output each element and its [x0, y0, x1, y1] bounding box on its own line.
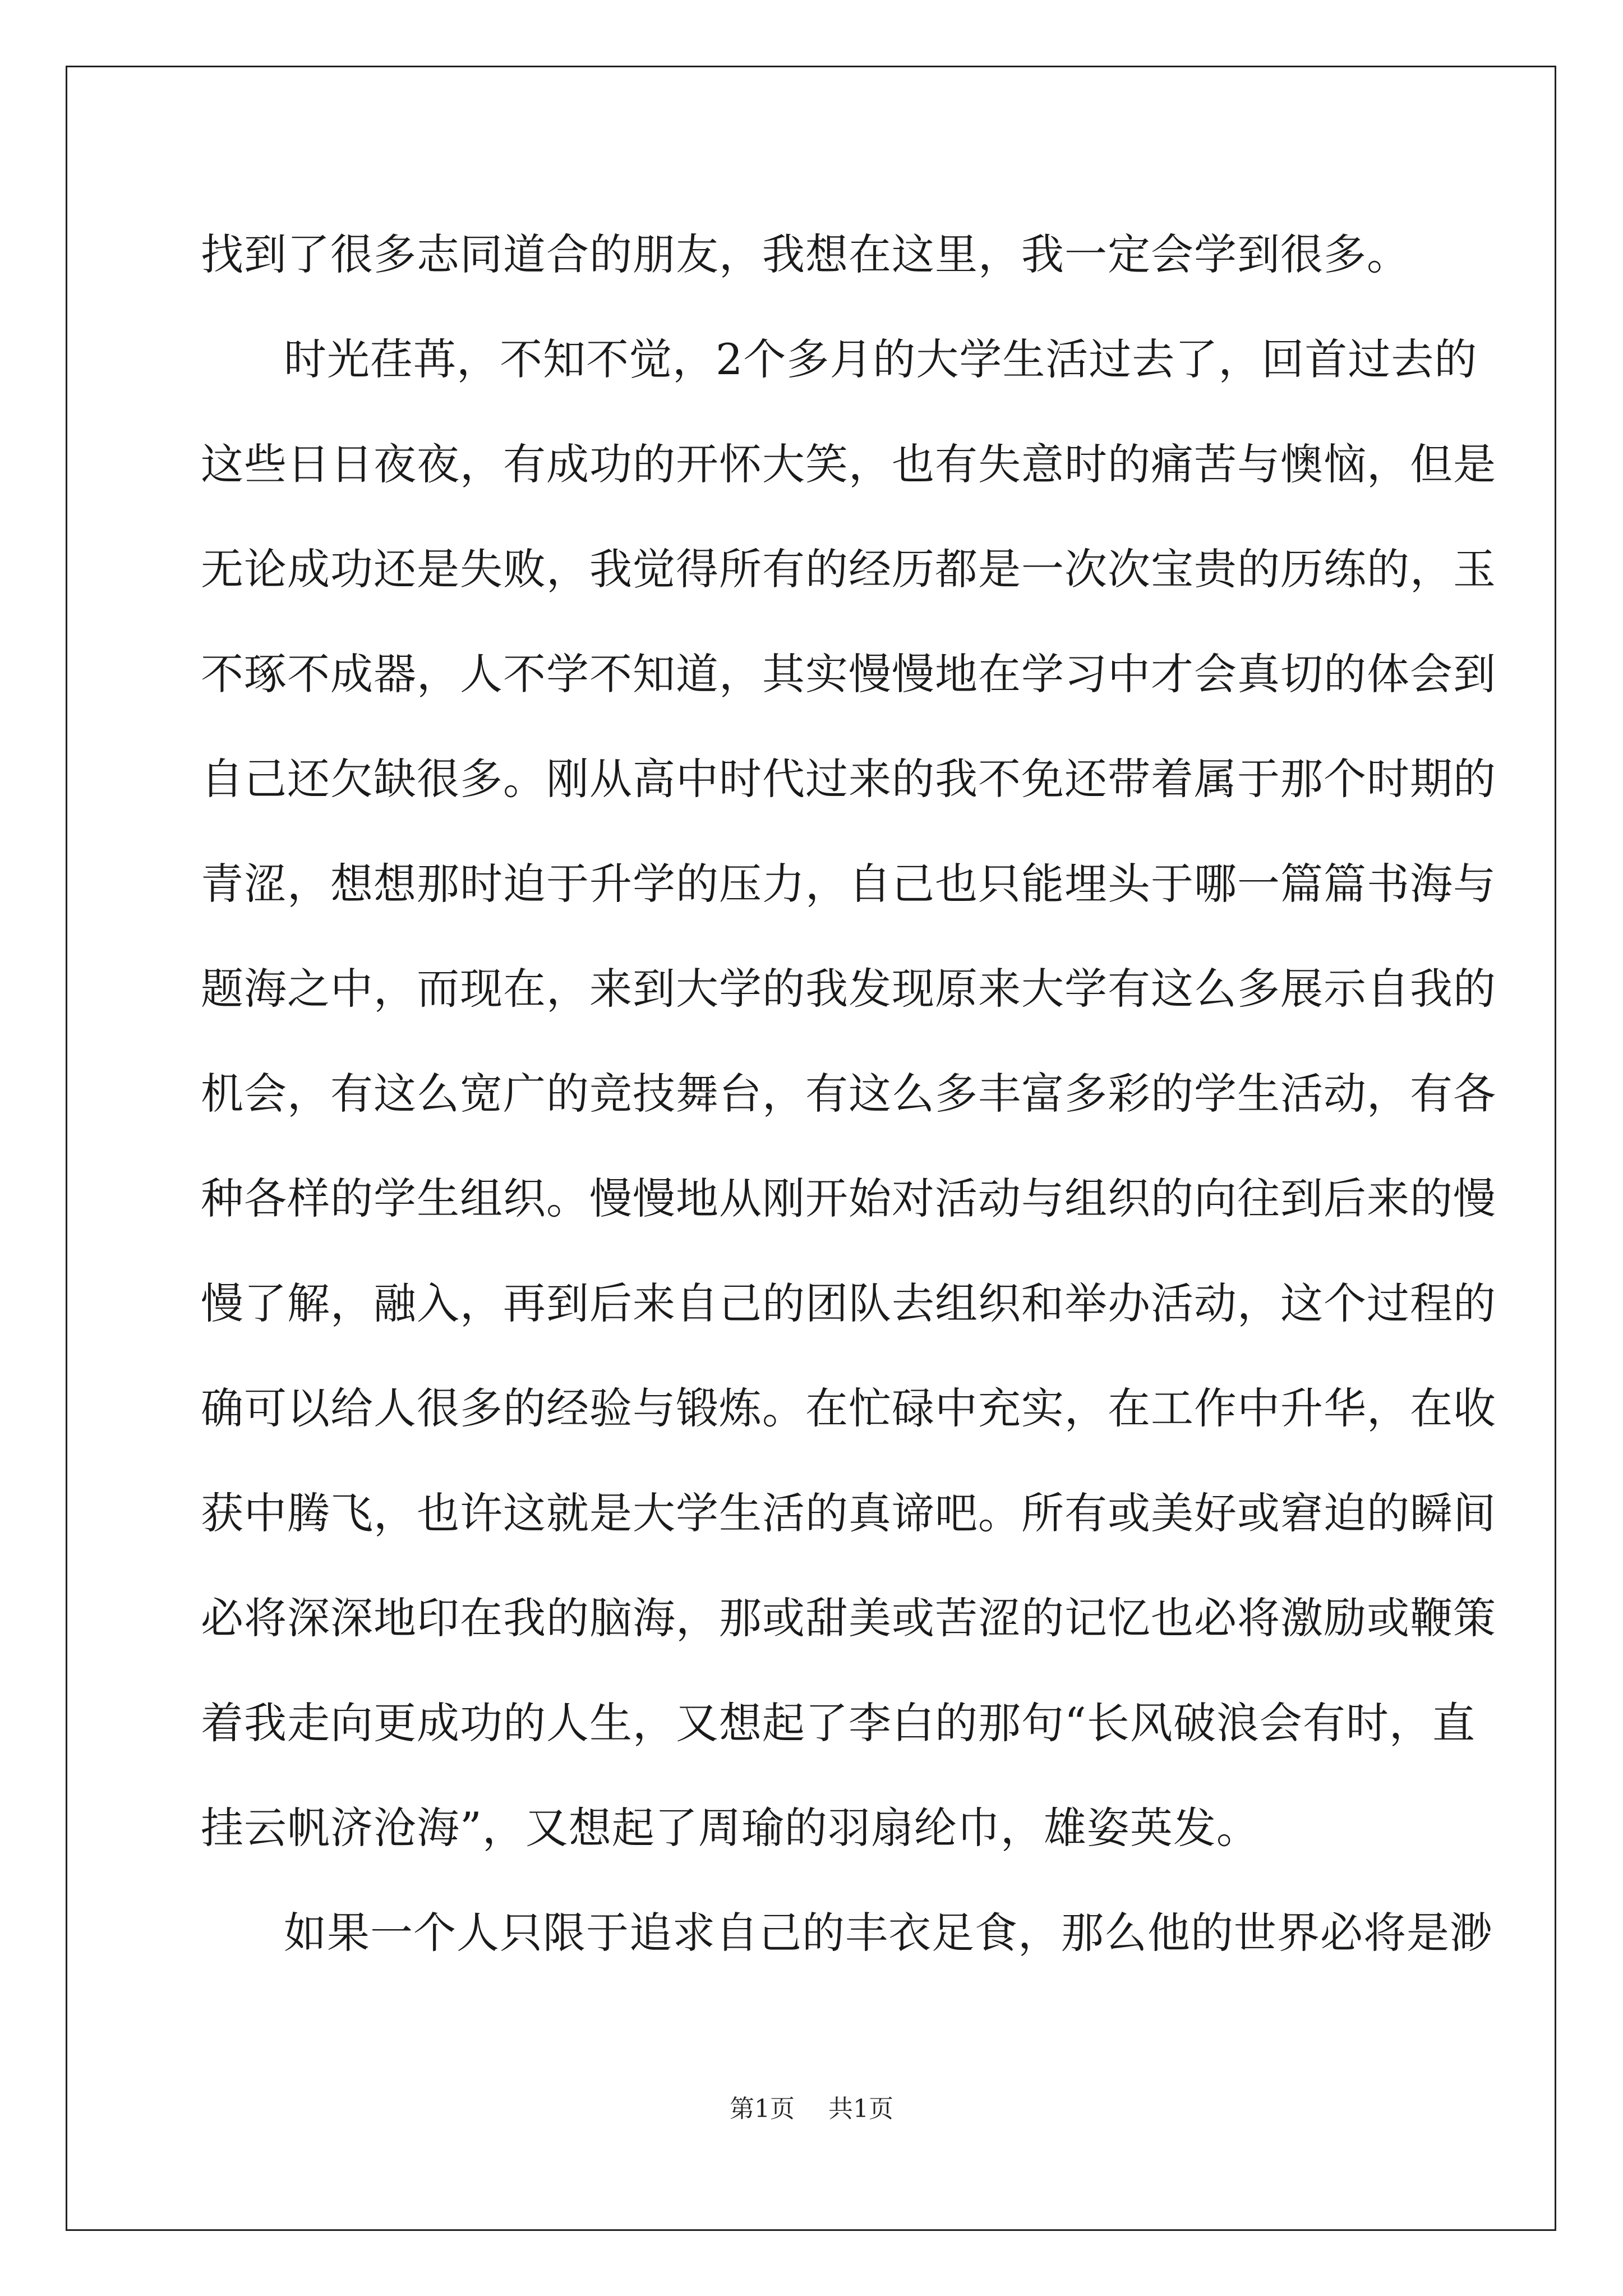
text-line-16: 挂云帆济沧海”，又想起了周瑜的羽扇纶巾，雄姿英发。: [201, 1803, 1260, 1853]
text-line-10: 种各样的学生组织。慢慢地从刚开始对活动与组织的向往到后来的慢: [201, 1174, 1496, 1223]
text-line-14: 必将深深地印在我的脑海，那或甜美或苦涩的记忆也必将激励或鞭策: [201, 1593, 1496, 1643]
text-line-17: 如果一个人只限于追求自己的丰衣足食，那么他的世界必将是渺: [284, 1908, 1493, 1958]
text-line-3: 这些日日夜夜，有成功的开怀大笑，也有失意时的痛苦与懊恼，但是: [201, 439, 1496, 489]
text-line-13: 获中腾飞，也许这就是大学生活的真谛吧。所有或美好或窘迫的瞬间: [201, 1488, 1496, 1538]
text-line-6: 自己还欠缺很多。刚从高中时代过来的我不免还带着属于那个时期的: [201, 754, 1496, 804]
text-line-11: 慢了解，融入，再到后来自己的团队去组织和举办活动，这个过程的: [201, 1278, 1496, 1328]
page-total: 共1页: [828, 2095, 893, 2123]
text-line-5: 不琢不成器，人不学不知道，其实慢慢地在学习中才会真切的体会到: [201, 649, 1496, 699]
text-line-12: 确可以给人很多的经验与锻炼。在忙碌中充实，在工作中升华，在收: [201, 1383, 1496, 1433]
text-line-2: 时光荏苒，不知不觉，2个多月的大学生活过去了，回首过去的: [284, 334, 1478, 384]
page-footer: [0, 2092, 1623, 2126]
document-body: [201, 202, 1496, 1985]
text-line-8: 题海之中，而现在，来到大学的我发现原来大学有这么多展示自我的: [201, 964, 1496, 1014]
page-number: 第1页: [730, 2095, 795, 2123]
text-line-4: 无论成功还是失败，我觉得所有的经历都是一次次宝贵的历练的，玉: [201, 544, 1496, 594]
text-line-9: 机会，有这么宽广的竞技舞台，有这么多丰富多彩的学生活动，有各: [201, 1069, 1496, 1119]
text-line-15: 着我走向更成功的人生，又想起了李白的那句“长风破浪会有时，直: [201, 1698, 1476, 1748]
text-line-1: 找到了很多志同道合的朋友，我想在这里，我一定会学到很多。: [201, 229, 1410, 279]
text-line-7: 青涩，想想那时迫于升学的压力，自己也只能埋头于哪一篇篇书海与: [201, 859, 1496, 909]
